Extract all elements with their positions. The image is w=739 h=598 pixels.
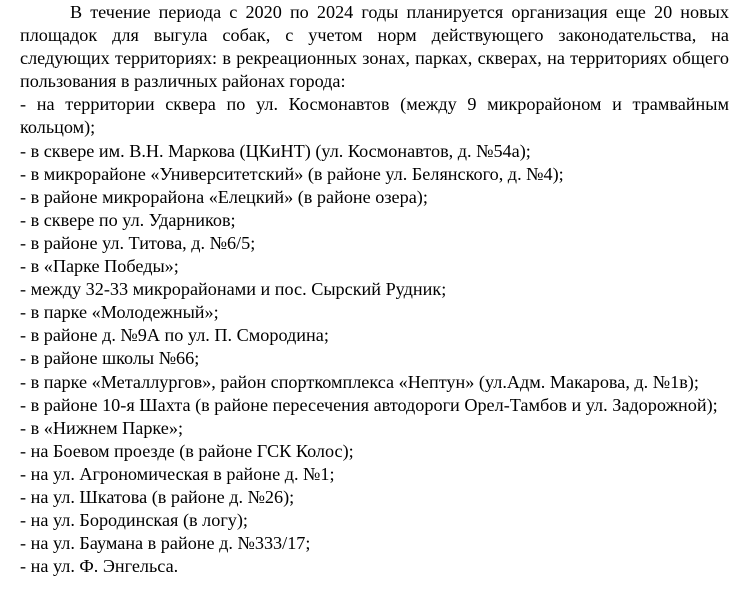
list-item: - на ул. Баумана в районе д. №333/17; [20, 533, 311, 554]
intro-paragraph: В течение периода с 2020 по 2024 годы планируется организация еще 20 новых площадок для выгула собак, с учетом норм действующего законодательства, на следующих территориях: в рекреационных зонах, парках, скверах, на территориях общего пользования в различных районах города: [20, 2, 729, 92]
list-item: - в «Парке Победы»; [20, 256, 179, 277]
list-item: - на ул. Бородинская (в логу); [20, 510, 248, 531]
list-item: - в районе д. №9А по ул. П. Смородина; [20, 325, 329, 346]
list-item: - между 32-33 микрорайонами и пос. Сырский Рудник; [20, 279, 447, 300]
list-item: - в сквере им. В.Н. Маркова (ЦКиНТ) (ул. Космонавтов, д. №54а); [20, 140, 531, 161]
list-item: - на ул. Агрономическая в районе д. №1; [20, 463, 335, 484]
dog-park-locations-list [20, 93, 729, 578]
list-item: - в парке «Металлургов», район спорткомплекса «Нептун» (ул.Адм. Макарова, д. №1в); [20, 371, 699, 392]
list-item: - в парке «Молодежный»; [20, 302, 219, 323]
list-item: - в «Нижнем Парке»; [20, 417, 184, 438]
list-item: - на Боевом проезде (в районе ГСК Колос); [20, 440, 354, 461]
list-item: - в районе школы №66; [20, 348, 200, 369]
list-item: - в районе микрорайона «Елецкий» (в районе озера); [20, 186, 428, 207]
list-item: - в микрорайоне «Университетский» (в районе ул. Белянского, д. №4); [20, 163, 564, 184]
list-item: - в сквере по ул. Ударников; [20, 209, 236, 230]
list-item: - на территории сквера по ул. Космонавтов (между 9 микрорайоном и трамвайным кольцом); [20, 94, 729, 138]
list-item: - на ул. Ф. Энгельса. [20, 556, 179, 577]
list-item: - в районе ул. Титова, д. №6/5; [20, 232, 256, 253]
list-item: - в районе 10-я Шахта (в районе пересечения автодороги Орел-Тамбов и ул. Задорожной); [20, 394, 718, 415]
list-item: - на ул. Шкатова (в районе д. №26); [20, 486, 295, 507]
